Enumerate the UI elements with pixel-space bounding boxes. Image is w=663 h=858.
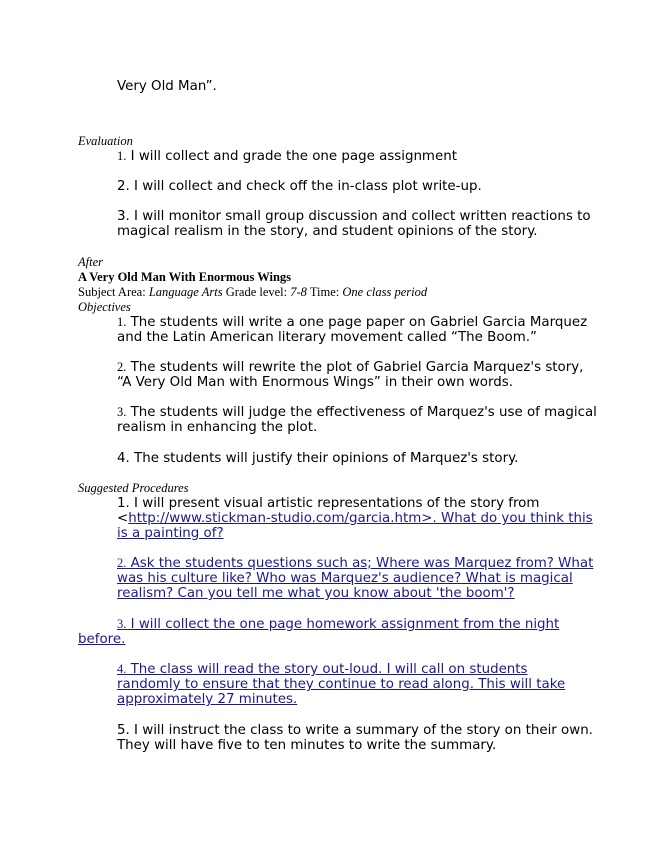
stickman-studio-link[interactable]: http://www.stickman-studio.com/garcia.htm>. What do you think this [128, 511, 593, 526]
procedure-4-cont-2[interactable]: approximately 27 minutes. [117, 692, 298, 707]
procedure-1-cont: <http://www.stickman-studio.com/garcia.htm>. What do you think this [117, 511, 593, 526]
procedure-3-cont[interactable]: before. [78, 632, 126, 647]
objective-1: 1. The students will write a one page paper on Gabriel Garcia Marquez [117, 315, 588, 330]
procedure-2[interactable]: 2. Ask the students questions such as; Where was Marquez from? What [117, 556, 594, 571]
procedure-5-cont: They will have five to ten minutes to write the summary. [117, 738, 497, 753]
procedure-1-cont-2[interactable]: is a painting of? [117, 526, 224, 541]
evaluation-heading: Evaluation [78, 134, 133, 148]
procedure-5: 5. I will instruct the class to write a summary of the story on their own. [117, 723, 593, 738]
procedure-1: 1. I will present visual artistic representations of the story from [117, 496, 540, 511]
evaluation-item-3-cont: magical realism in the story, and student opinions of the story. [117, 224, 538, 239]
objective-3-cont: realism in enhancing the plot. [117, 420, 318, 435]
objective-4: 4. The students will justify their opinions of Marquez's story. [117, 451, 519, 466]
evaluation-item-2: 2. I will collect and check off the in-class plot write-up. [117, 179, 482, 194]
objectives-heading: Objectives [78, 300, 131, 314]
intro-tail: Very Old Man”. [117, 79, 217, 94]
objective-1-cont: and the Latin American literary movement called “The Boom.” [117, 330, 537, 345]
lesson-meta: Subject Area: Language Arts Grade level: 7-8 Time: One class period [78, 285, 428, 299]
evaluation-item-3: 3. I will monitor small group discussion and collect written reactions to [117, 209, 591, 224]
evaluation-item-1: 1. I will collect and grade the one page assignment [117, 149, 457, 164]
objective-2: 2. The students will rewrite the plot of Gabriel Garcia Marquez's story, [117, 360, 584, 375]
lesson-title: A Very Old Man With Enormous Wings [78, 270, 292, 284]
after-label: After [78, 255, 103, 269]
procedure-4[interactable]: 4. The class will read the story out-loud. I will call on students [117, 662, 528, 677]
procedure-2-cont[interactable]: was his culture like? Who was Marquez's audience? What is magical [117, 571, 573, 586]
procedure-4-cont[interactable]: randomly to ensure that they continue to read along. This will take [117, 677, 566, 692]
procedures-heading: Suggested Procedures [78, 481, 189, 495]
objective-2-cont: “A Very Old Man with Enormous Wings” in their own words. [117, 375, 514, 390]
procedure-2-cont-2[interactable]: realism? Can you tell me what you know about 'the boom'? [117, 586, 515, 601]
objective-3: 3. The students will judge the effectiveness of Marquez's use of magical [117, 405, 597, 420]
procedure-3[interactable]: 3. I will collect the one page homework assignment from the night [117, 617, 560, 632]
